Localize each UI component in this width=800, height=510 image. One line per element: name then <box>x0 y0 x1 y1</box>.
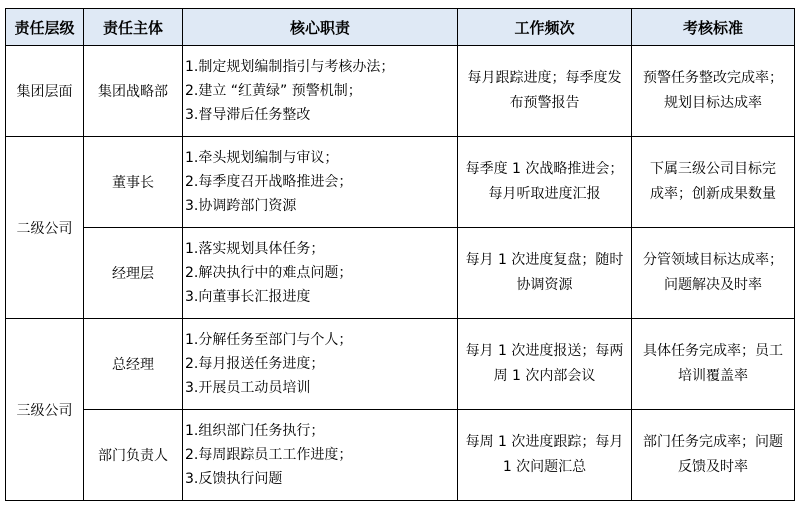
duty-line: 3.督导滞后任务整改 <box>185 107 311 123</box>
frequency-line: 每月听取进度汇报 <box>488 186 601 202</box>
frequency-line: 周 1 次内部会议 <box>493 368 596 384</box>
criteria-line: 具体任务完成率；员工 <box>643 343 783 359</box>
frequency-cell <box>458 319 632 410</box>
criteria-line: 分管领域目标达成率； <box>643 252 783 268</box>
frequency-line: 每周 1 次进度跟踪；每月 <box>465 434 624 450</box>
criteria-line: 问题解决及时率 <box>664 277 762 293</box>
duty-line: 1.分解任务至部门与个人； <box>185 332 353 348</box>
duty-line: 1.牵头规划编制与审议； <box>185 150 339 166</box>
frequency-cell <box>458 46 632 137</box>
header-criteria: 考核标准 <box>632 9 795 46</box>
frequency-cell <box>458 228 632 319</box>
duty-line: 2.每周跟踪员工工作进度； <box>185 447 353 463</box>
criteria-line: 培训覆盖率 <box>678 368 748 384</box>
frequency-line: 协调资源 <box>516 277 573 293</box>
duty-line: 3.协调跨部门资源 <box>185 198 297 214</box>
duties-cell <box>183 319 458 410</box>
duty-line: 1.组织部门任务执行； <box>185 423 325 439</box>
subject-cell: 总经理 <box>84 319 183 410</box>
frequency-cell <box>458 137 632 228</box>
criteria-line: 反馈及时率 <box>678 459 748 475</box>
criteria-line: 部门任务完成率；问题 <box>643 434 783 450</box>
subject-cell: 集团战略部 <box>84 46 183 137</box>
criteria-cell <box>632 228 795 319</box>
table-row <box>6 319 795 410</box>
duty-line: 1.落实规划具体任务； <box>185 241 325 257</box>
duty-line: 2.每季度召开战略推进会； <box>185 174 353 190</box>
duty-line: 3.向董事长汇报进度 <box>185 289 311 305</box>
header-row <box>6 9 795 46</box>
criteria-line: 下属三级公司目标完 <box>650 161 776 177</box>
frequency-line: 布预警报告 <box>509 95 580 111</box>
duties-cell <box>183 228 458 319</box>
subject-cell: 董事长 <box>84 137 183 228</box>
criteria-cell <box>632 319 795 410</box>
duty-line: 2.解决执行中的难点问题； <box>185 265 353 281</box>
frequency-line: 1 次问题汇总 <box>502 459 587 475</box>
level-cell: 二级公司 <box>6 137 84 319</box>
table-row <box>6 137 795 228</box>
level-cell: 集团层面 <box>6 46 84 137</box>
duty-line: 2.每月报送任务进度； <box>185 356 325 372</box>
table-row <box>6 228 795 319</box>
duties-cell <box>183 410 458 501</box>
level-cell: 三级公司 <box>6 319 84 501</box>
header-subject: 责任主体 <box>84 9 183 46</box>
duty-line: 2.建立 “红黄绿” 预警机制； <box>185 83 362 99</box>
criteria-cell <box>632 46 795 137</box>
responsibility-table <box>5 8 795 501</box>
criteria-cell <box>632 410 795 501</box>
frequency-line: 每月 1 次进度复盘；随时 <box>465 252 624 268</box>
duties-cell <box>183 137 458 228</box>
frequency-cell <box>458 410 632 501</box>
criteria-line: 规划目标达成率 <box>664 95 762 111</box>
criteria-line: 成率；创新成果数量 <box>650 186 776 202</box>
header-level: 责任层级 <box>6 9 84 46</box>
header-frequency: 工作频次 <box>458 9 632 46</box>
table-row <box>6 46 795 137</box>
duty-line: 3.开展员工动员培训 <box>185 380 311 396</box>
frequency-line: 每季度 1 次战略推进会； <box>465 161 624 177</box>
frequency-line: 每月 1 次进度报送；每两 <box>465 343 624 359</box>
duty-line: 1.制定规划编制指引与考核办法； <box>185 59 395 75</box>
subject-cell: 经理层 <box>84 228 183 319</box>
criteria-cell <box>632 137 795 228</box>
criteria-line: 预警任务整改完成率； <box>643 70 783 86</box>
table-row <box>6 410 795 501</box>
header-duties: 核心职责 <box>183 9 458 46</box>
duties-cell <box>183 46 458 137</box>
frequency-line: 每月跟踪进度；每季度发 <box>467 70 622 86</box>
subject-cell: 部门负责人 <box>84 410 183 501</box>
duty-line: 3.反馈执行问题 <box>185 471 283 487</box>
